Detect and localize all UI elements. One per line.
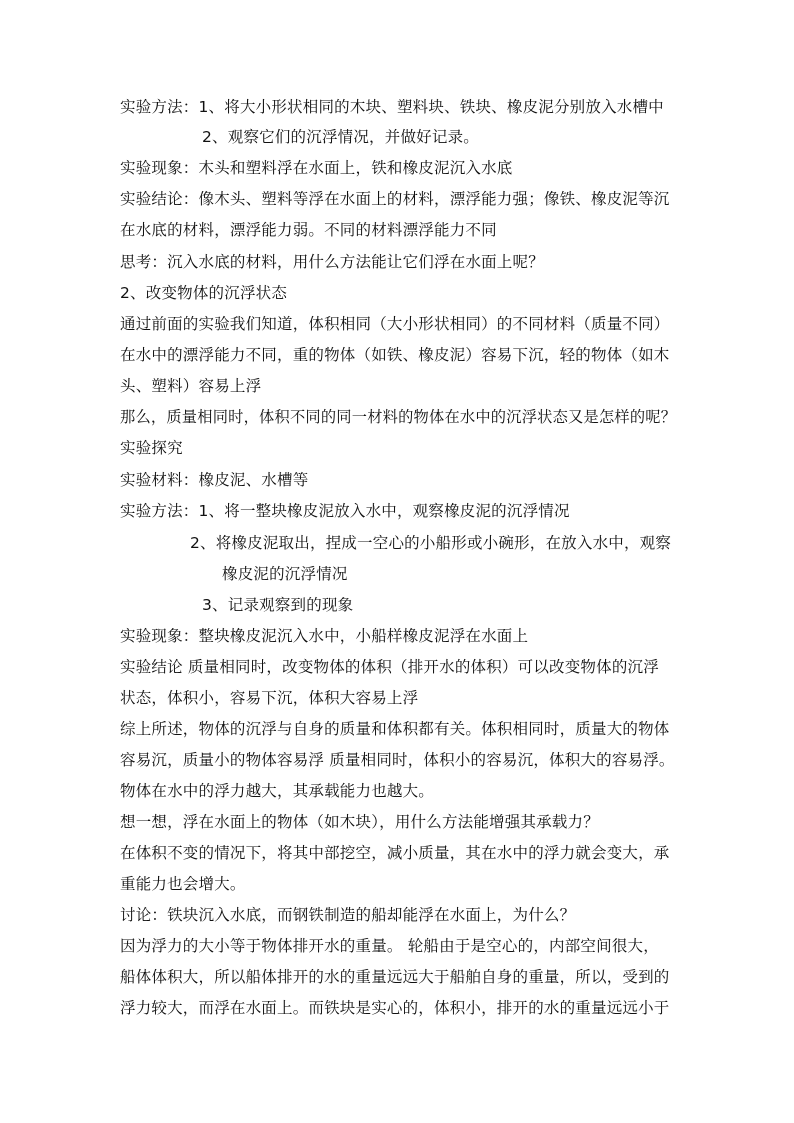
section-heading: 实验探究 (120, 439, 183, 457)
text-line: 通过前面的实验我们知道，体积相同（大小形状相同）的不同材料（质量不同） (120, 315, 670, 333)
text-line: 因为浮力的大小等于物体排开水的重量。 轮船由于是空心的，内部空间很大， (120, 937, 659, 955)
text-line: 实验方法：1、将一整块橡皮泥放入水中，观察橡皮泥的沉浮情况 (120, 502, 570, 520)
text-line: 思考：沉入水底的材料，用什么方法能让它们浮在水面上呢？ (120, 253, 544, 271)
text-line: 想一想，浮在水面上的物体（如木块），用什么方法能增强其承载力？ (120, 813, 599, 831)
text-line: 实验方法：1、将大小形状相同的木块、塑料块、铁块、橡皮泥分别放入水槽中 (120, 98, 664, 116)
text-line: 在体积不变的情况下，将其中部挖空，减小质量，其在水中的浮力就会变大，承 (120, 844, 670, 862)
text-line: 实验结论 质量相同时，改变物体的体积（排开水的体积）可以改变物体的沉浮 (120, 658, 659, 676)
text-line: 实验现象：整块橡皮泥沉入水中，小船样橡皮泥浮在水面上 (120, 627, 529, 645)
text-line: 在水底的材料，漂浮能力弱。不同的材料漂浮能力不同 (120, 221, 497, 239)
text-line: 那么，质量相同时，体积不同的同一材料的物体在水中的沉浮状态又是怎样的呢？ (120, 408, 677, 426)
text-line: 船体体积大，所以船体排开的水的重量远远大于船舶自身的重量，所以，受到的 (120, 968, 670, 986)
text-line: 2、将橡皮泥取出，捏成一空心的小船形或小碗形，在放入水中，观察 (190, 534, 672, 552)
text-line: 3、记录观察到的现象 (202, 596, 354, 614)
text-line: 橡皮泥的沉浮情况 (222, 565, 348, 583)
text-line: 状态，体积小，容易下沉，体积大容易上浮 (120, 689, 419, 707)
text-line: 头、塑料）容易上浮 (120, 377, 262, 395)
text-line: 综上所述，物体的沉浮与自身的质量和体积都有关。体积相同时，质量大的物体 (120, 720, 670, 738)
text-line: 实验现象：木头和塑料浮在水面上，铁和橡皮泥沉入水底 (120, 159, 513, 177)
text-line: 浮力较大，而浮在水面上。而铁块是实心的，体积小，排开的水的重量远远小于 (120, 999, 670, 1017)
section-heading: 2、改变物体的沉浮状态 (120, 284, 288, 302)
text-line: 讨论：铁块沉入水底，而钢铁制造的船却能浮在水面上，为什么？ (120, 906, 576, 924)
text-line: 2、观察它们的沉浮情况，并做好记录。 (202, 128, 479, 146)
text-line: 重能力也会增大。 (120, 875, 246, 893)
text-line: 物体在水中的浮力越大，其承载能力也越大。 (120, 782, 435, 800)
text-line: 实验材料：橡皮泥、水槽等 (120, 471, 309, 489)
text-line: 实验结论：像木头、塑料等浮在水面上的材料，漂浮能力强；像铁、橡皮泥等沉 (120, 190, 670, 208)
text-line: 容易沉，质量小的物体容易浮 质量相同时，体积小的容易沉，体积大的容易浮。 (120, 751, 675, 769)
text-line: 在水中的漂浮能力不同，重的物体（如铁、橡皮泥）容易下沉，轻的物体（如木 (120, 346, 670, 364)
